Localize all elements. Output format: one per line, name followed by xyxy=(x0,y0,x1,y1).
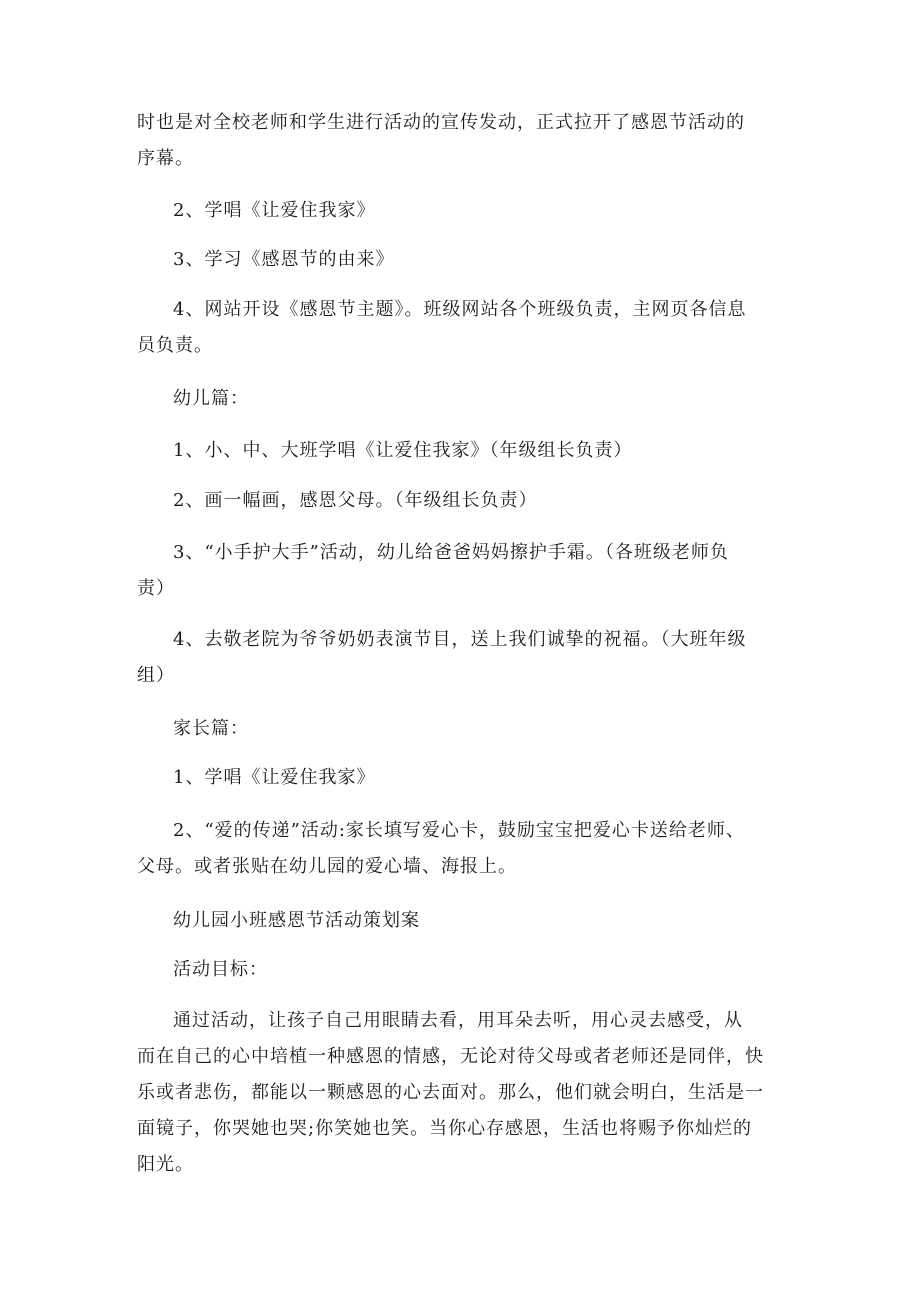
list-item-parents-song xyxy=(137,760,833,796)
list-item-learn-song xyxy=(137,193,833,229)
paragraph-goals-body xyxy=(137,1003,833,1183)
text-line: 4、去敬老院为爷爷奶奶表演节目，送上我们诚挚的祝福。（大班年级 xyxy=(173,629,747,650)
text-line: 面镜子，你哭她也哭;你笑她也笑。当你心存感恩，生活也将赐予你灿烂的 xyxy=(137,1118,753,1139)
text-line: 员负责。 xyxy=(137,335,213,356)
list-item-children-song xyxy=(137,433,833,469)
list-item-nursing-home xyxy=(137,622,833,694)
text-line: 家长篇： xyxy=(173,718,249,739)
text-line: 责） xyxy=(137,578,175,599)
list-item-website-theme xyxy=(137,292,833,364)
text-line: 序幕。 xyxy=(137,148,194,169)
section-heading-parents xyxy=(137,711,833,747)
section-heading-children xyxy=(137,381,833,417)
list-item-love-card xyxy=(137,813,833,885)
text-line: 时也是对全校老师和学生进行活动的宣传发动，正式拉开了感恩节活动的 xyxy=(137,112,745,133)
text-line: 组） xyxy=(137,665,175,686)
text-line: 幼儿园小班感恩节活动策划案 xyxy=(173,910,420,931)
text-line: 乐或者悲伤，都能以一颗感恩的心去面对。那么，他们就会明白，生活是一 xyxy=(137,1082,764,1103)
list-item-children-drawing xyxy=(137,483,833,519)
text-line: 而在自己的心中培植一种感恩的情感，无论对待父母或者老师还是同伴，快 xyxy=(137,1046,764,1067)
text-line: 2、学唱《让爱住我家》 xyxy=(173,200,376,221)
text-line: 2、“爱的传递”活动:家长填写爱心卡，鼓励宝宝把爱心卡送给老师、 xyxy=(173,820,745,841)
text-line: 活动目标： xyxy=(173,959,268,980)
text-line: 1、小、中、大班学唱《让爱住我家》（年级组长负责） xyxy=(173,440,633,461)
text-line: 3、“小手护大手”活动，幼儿给爸爸妈妈擦护手霜。（各班级老师负 xyxy=(173,542,729,563)
text-line: 3、学习《感恩节的由来》 xyxy=(173,249,395,270)
text-line: 幼儿篇： xyxy=(173,388,249,409)
plan-title xyxy=(137,903,833,939)
paragraph-intro-continued xyxy=(137,105,797,177)
text-line: 1、学唱《让爱住我家》 xyxy=(173,767,376,788)
text-line: 4、网站开设《感恩节主题》。班级网站各个班级负责，主网页各信息 xyxy=(173,299,747,320)
text-line: 父母。或者张贴在幼儿园的爱心墙、海报上。 xyxy=(137,856,517,877)
text-line: 2、画一幅画，感恩父母。（年级组长负责） xyxy=(173,490,538,511)
section-heading-goals xyxy=(137,952,833,988)
list-item-learn-origin xyxy=(137,242,833,278)
text-line: 阳光。 xyxy=(137,1154,194,1175)
text-line: 通过活动，让孩子自己用眼睛去看，用耳朵去听，用心灵去感受，从 xyxy=(173,1010,743,1031)
list-item-small-hands xyxy=(137,535,833,607)
